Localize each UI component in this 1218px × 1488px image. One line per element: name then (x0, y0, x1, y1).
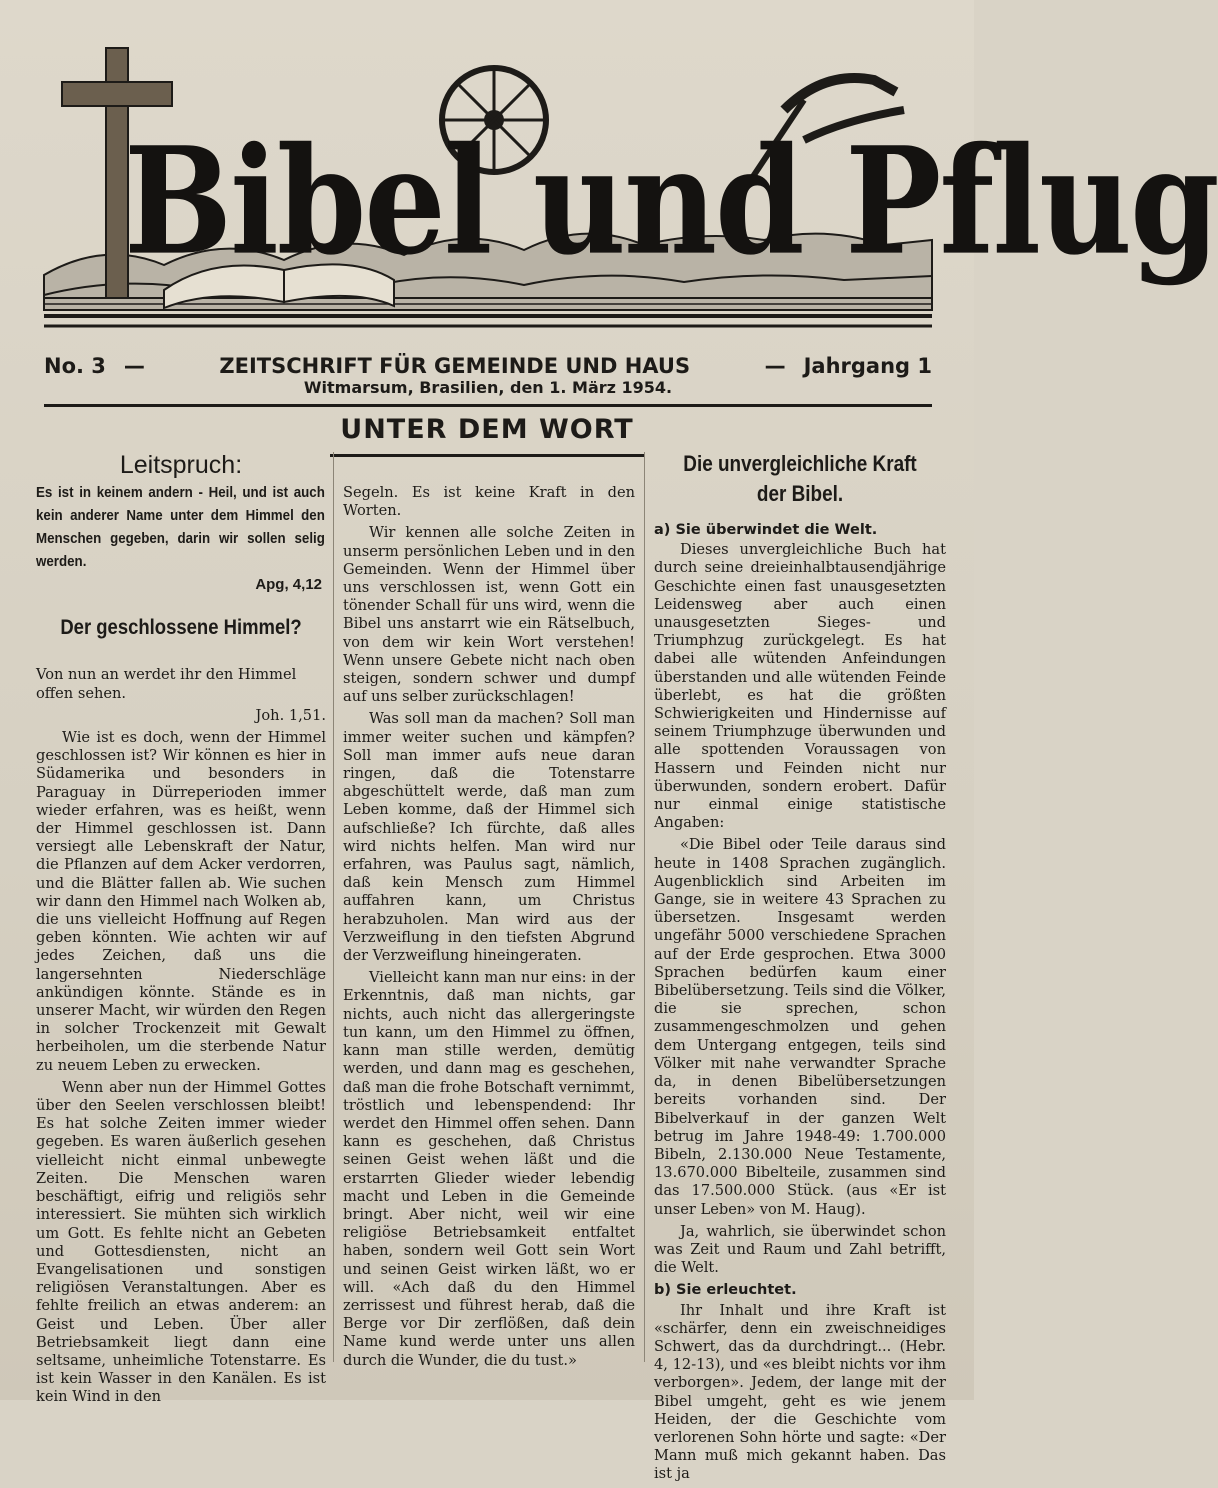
header-rule (44, 404, 932, 407)
masthead (44, 40, 1218, 330)
volume: Jahrgang 1 (803, 354, 932, 378)
left-column (36, 452, 326, 1411)
dash-left: — (123, 354, 145, 378)
subheading-a: a) Sie überwindet die Welt. (654, 522, 878, 538)
paragraph: Segeln. Es ist keine Kraft in den Worten. (343, 484, 635, 520)
paragraph: Vielleicht kann man nur eins: in der Erkenntnis, daß man nichts, gar nichts, auch nicht das allergeringste tun kann, um den Himmel zu öffnen, kann man stille werden, demütig werden, und dann mag es geschehen, daß man die frohe Botschaft vernimmt, tröstlich und lebenspendend: Ihr werdet den Himmel offen sehen. Dann kann es geschehen, daß Christus seinen Geist wehen läßt und die erstarrten Glieder wieder lebendig macht und Leben in die Gemeinde bringt. Aber nicht, weil wir eine religiöse Betriebsamkeit entfaltet haben, sondern weil Gott sein Wort und seinen Geist wirken läßt, wo er will. «Ach daß du den Himmel zerrissest und führest herab, daß die Berge vor Dir zerflößen, daß dein Name kund werde unter uns allen durch die Wunder, die du tust.» (343, 969, 635, 1369)
leitspruch-title: Leitspruch: (119, 451, 243, 479)
column-divider (644, 452, 645, 1362)
publication-subtitle: ZEITSCHRIFT FÜR GEMEINDE UND HAUS (219, 354, 691, 378)
article-title-himmel: Der geschlossene Himmel? (60, 616, 302, 640)
motto-quote: Von nun an werdet ihr den Himmel offen sehen. (36, 666, 297, 702)
paragraph: Ja, wahrlich, sie überwindet schon was Zeit und Raum und Zahl betrifft, die Welt. (654, 1222, 946, 1277)
paragraph: Wir kennen alle solche Zeiten in unserm persönlichen Leben und in den Gemeinden. Wenn der Himmel über uns verschlossen ist, wenn Gott ein tönender Schall für uns wird, wenn die Bibel uns anstarrt wie ein Rätselbuch, von dem wir kein Wort verstehen! Wenn unsere Gebete nicht nach oben steigen, sondern schwer und dumpf auf uns selber zurückschlagen! (343, 524, 635, 706)
column-divider (333, 452, 334, 1362)
masthead-title: Bibel und Pflug (124, 115, 1218, 289)
paragraph: Dieses unvergleichliche Buch hat durch seine dreieinhalbtausendjährige Geschichte einen fast unausgesetzten Leidensweg aber auch einen unausgesetzten Sieges- und Triumphzug zurückgelegt. Es hat dabei alle wütenden Anfeindungen überstanden und alle wütenden Feinde überlebt, es hat die größten Schwierigkeiten und Hindernisse auf seinem Triumphzuge überwunden und alle spottenden Voraussagen von Hassern und Feinden nicht nur überwunden, sondern erobert. Dafür nur einmal einige statistische Angaben: (654, 541, 946, 832)
dash-right: — (764, 354, 786, 378)
leitspruch-text: Es ist in keinem andern - Heil, und ist auch kein anderer Name unter dem Himmel den Menschen gegeben, darin wir sollen selig werden. (36, 485, 325, 571)
issue-number: No. 3 (44, 354, 106, 378)
dateline: Witmarsum, Brasilien, den 1. März 1954. (303, 378, 673, 397)
leitspruch-reference: Apg, 4,12 (255, 576, 322, 594)
right-column (654, 445, 946, 1488)
motto-reference: Joh. 1,51. (255, 706, 326, 724)
paragraph: «Die Bibel oder Teile daraus sind heute in 1408 Sprachen zugänglich. Augenblicklich sind Arbeiten im Gange, sie in weitere 43 Sprachen zu übersetzen. Insgesamt werden ungefähr 5000 verschiedene Sprachen auf der Erde gesprochen. Etwa 3000 Sprachen bedürfen kaum einer Bibelübersetzung. Teils sind die Völker, die sie sprechen, schon zusammengeschmolzen und gehen dem Untergang entgegen, teils sind Völker mit nahe verwandter Sprache da, in denen Bibelübersetzungen bereits vorhanden sind. Der Bibelverkauf in der ganzen Welt betrug im Jahre 1948-49: 1.700.000 Bibeln, 2.130.000 Neue Testamente, 13.670.000 Bibelteile, zusammen sind das 17.500.000 Stück. (aus «Er ist unser Leben» von M. Haug). (654, 836, 946, 1218)
paragraph: Wie ist es doch, wenn der Himmel geschlossen ist? Wir können es hier in Südamerika und besonders in Paraguay in Dürreperioden immer wieder erfahren, was es heißt, wenn der Himmel geschlossen ist. Dann versiegt alle Lebenskraft der Natur, die Pflanzen auf dem Acker verdorren, und die Blätter fallen ab. Wie suchen wir dann den Himmel nach Wolken ab, die uns vielleicht Hoffnung auf Regen geben könnten. Wie achten wir auf jedes Zeichen, daß uns die langersehnten Niederschläge ankündigen könnte. Stände es in unserer Macht, wir würden den Regen in solcher Trockenzeit mit Gewalt herbeiholen, um die sterbende Natur zu neuem Leben zu erwecken. (36, 729, 326, 1074)
paragraph: Was soll man da machen? Soll man immer weiter suchen und kämpfen? Soll man immer aufs neue daran ringen, daß die Totenstarre abgeschüttelt werde, daß man zum Leben komme, daß der Himmel sich aufschließe? Ich fürchte, daß alles wird nichts helfen. Man wird nur erfahren, was Paulus sagt, nämlich, daß kein Mensch zum Himmel auffahren kann, um Christus herabzuholen. Man wird aus der Verzweiflung in den tiefsten Abgrund der Verzweiflung hineingeraten. (343, 710, 635, 965)
subheading-b: b) Sie erleuchtet. (654, 1282, 797, 1299)
middle-column (343, 484, 635, 1374)
paragraph: Ihr Inhalt und ihre Kraft ist «schärfer, denn ein zweischneidiges Schwert, das da durchdringt... (Hebr. 4, 12-13), und «es bleibt nichts vor ihm verborgen». Jedem, der lange mit der Bibel umgeht, geht es wie jenem Heiden, der die Geschichte vom verlorenen Sohn hörte und sagte: «Der Mann muß mich gekannt haben. Das ist ja (654, 1301, 946, 1483)
article-title-bibel: Die unvergleichliche Kraft der Bibel. (683, 451, 917, 506)
paragraph: Wenn aber nun der Himmel Gottes über den Seelen verschlossen bleibt! Es hat solche Zeiten immer wieder gegeben. Es waren äußerlich gesehen vielleicht nicht einmal unbewegte Zeiten. Die Menschen waren beschäftigt, eifrig und religiös sehr interessiert. Sie mühten sich wirklich um Gott. Es fehlte nicht an Gebeten und Gottesdiensten, nicht an Evangelisationen und sonstigen religiösen Veranstaltungen. Aber es fehlte freilich an etwas anderem: an Geist und Leben. Über aller Betriebsamkeit liegt dann eine seltsame, unheimliche Totenstarre. Es ist kein Wasser in den Kanälen. Es ist kein Wind in den (36, 1078, 326, 1406)
section-heading: UNTER DEM WORT (330, 410, 644, 457)
